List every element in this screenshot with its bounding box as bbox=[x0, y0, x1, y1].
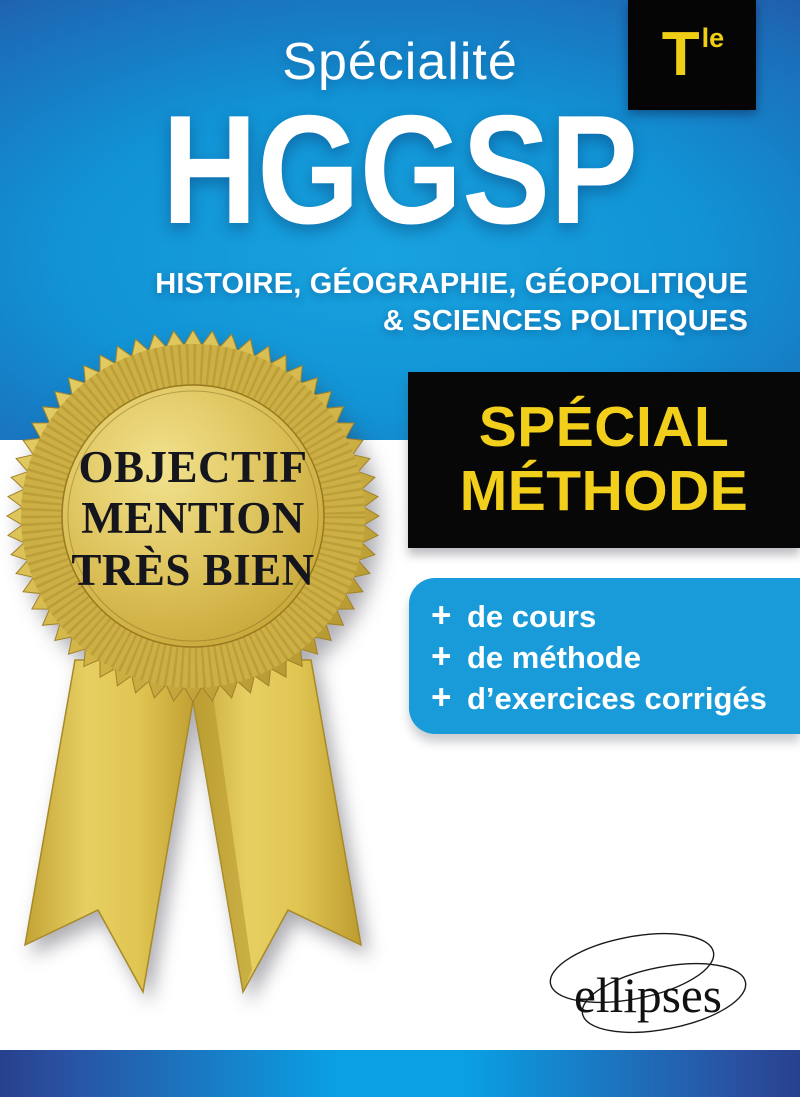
plus-icon: + bbox=[431, 636, 452, 676]
method-line-2: MÉTHODE bbox=[459, 459, 749, 523]
ribbon-icon bbox=[25, 660, 361, 992]
footer-bar bbox=[0, 1050, 800, 1097]
method-line-1: SPÉCIAL bbox=[478, 395, 730, 460]
method-panel bbox=[408, 372, 800, 548]
feature-item bbox=[431, 677, 800, 717]
subtitle-line-1: HISTOIRE, GÉOGRAPHIE, GÉOPOLITIQUE bbox=[155, 268, 748, 300]
medal-text bbox=[28, 442, 358, 596]
plus-icon: + bbox=[431, 677, 452, 717]
medal-line-3: TRÈS BIEN bbox=[71, 544, 315, 595]
publisher-logo bbox=[548, 926, 752, 1048]
feature-label: d’exercices corrigés bbox=[467, 680, 767, 716]
ribbon-left-tail bbox=[25, 660, 200, 992]
award-medal-graphic bbox=[0, 330, 392, 1015]
book-title: HGGSP bbox=[162, 83, 638, 256]
publisher-name: ellipses bbox=[574, 967, 722, 1023]
feature-item bbox=[431, 595, 800, 635]
feature-label: de cours bbox=[467, 598, 597, 634]
plus-icon: + bbox=[431, 595, 452, 635]
medal-line-2: MENTION bbox=[81, 493, 305, 544]
feature-item bbox=[431, 636, 800, 676]
subtitle-line-2: & SCIENCES POLITIQUES bbox=[382, 305, 748, 338]
features-panel bbox=[409, 578, 800, 734]
series-label: Spécialité bbox=[282, 33, 518, 91]
feature-label: de méthode bbox=[467, 639, 641, 675]
medal-line-1: OBJECTIF bbox=[78, 442, 308, 492]
grade-superscript: le bbox=[701, 22, 725, 53]
grade-letter: T bbox=[661, 20, 700, 89]
